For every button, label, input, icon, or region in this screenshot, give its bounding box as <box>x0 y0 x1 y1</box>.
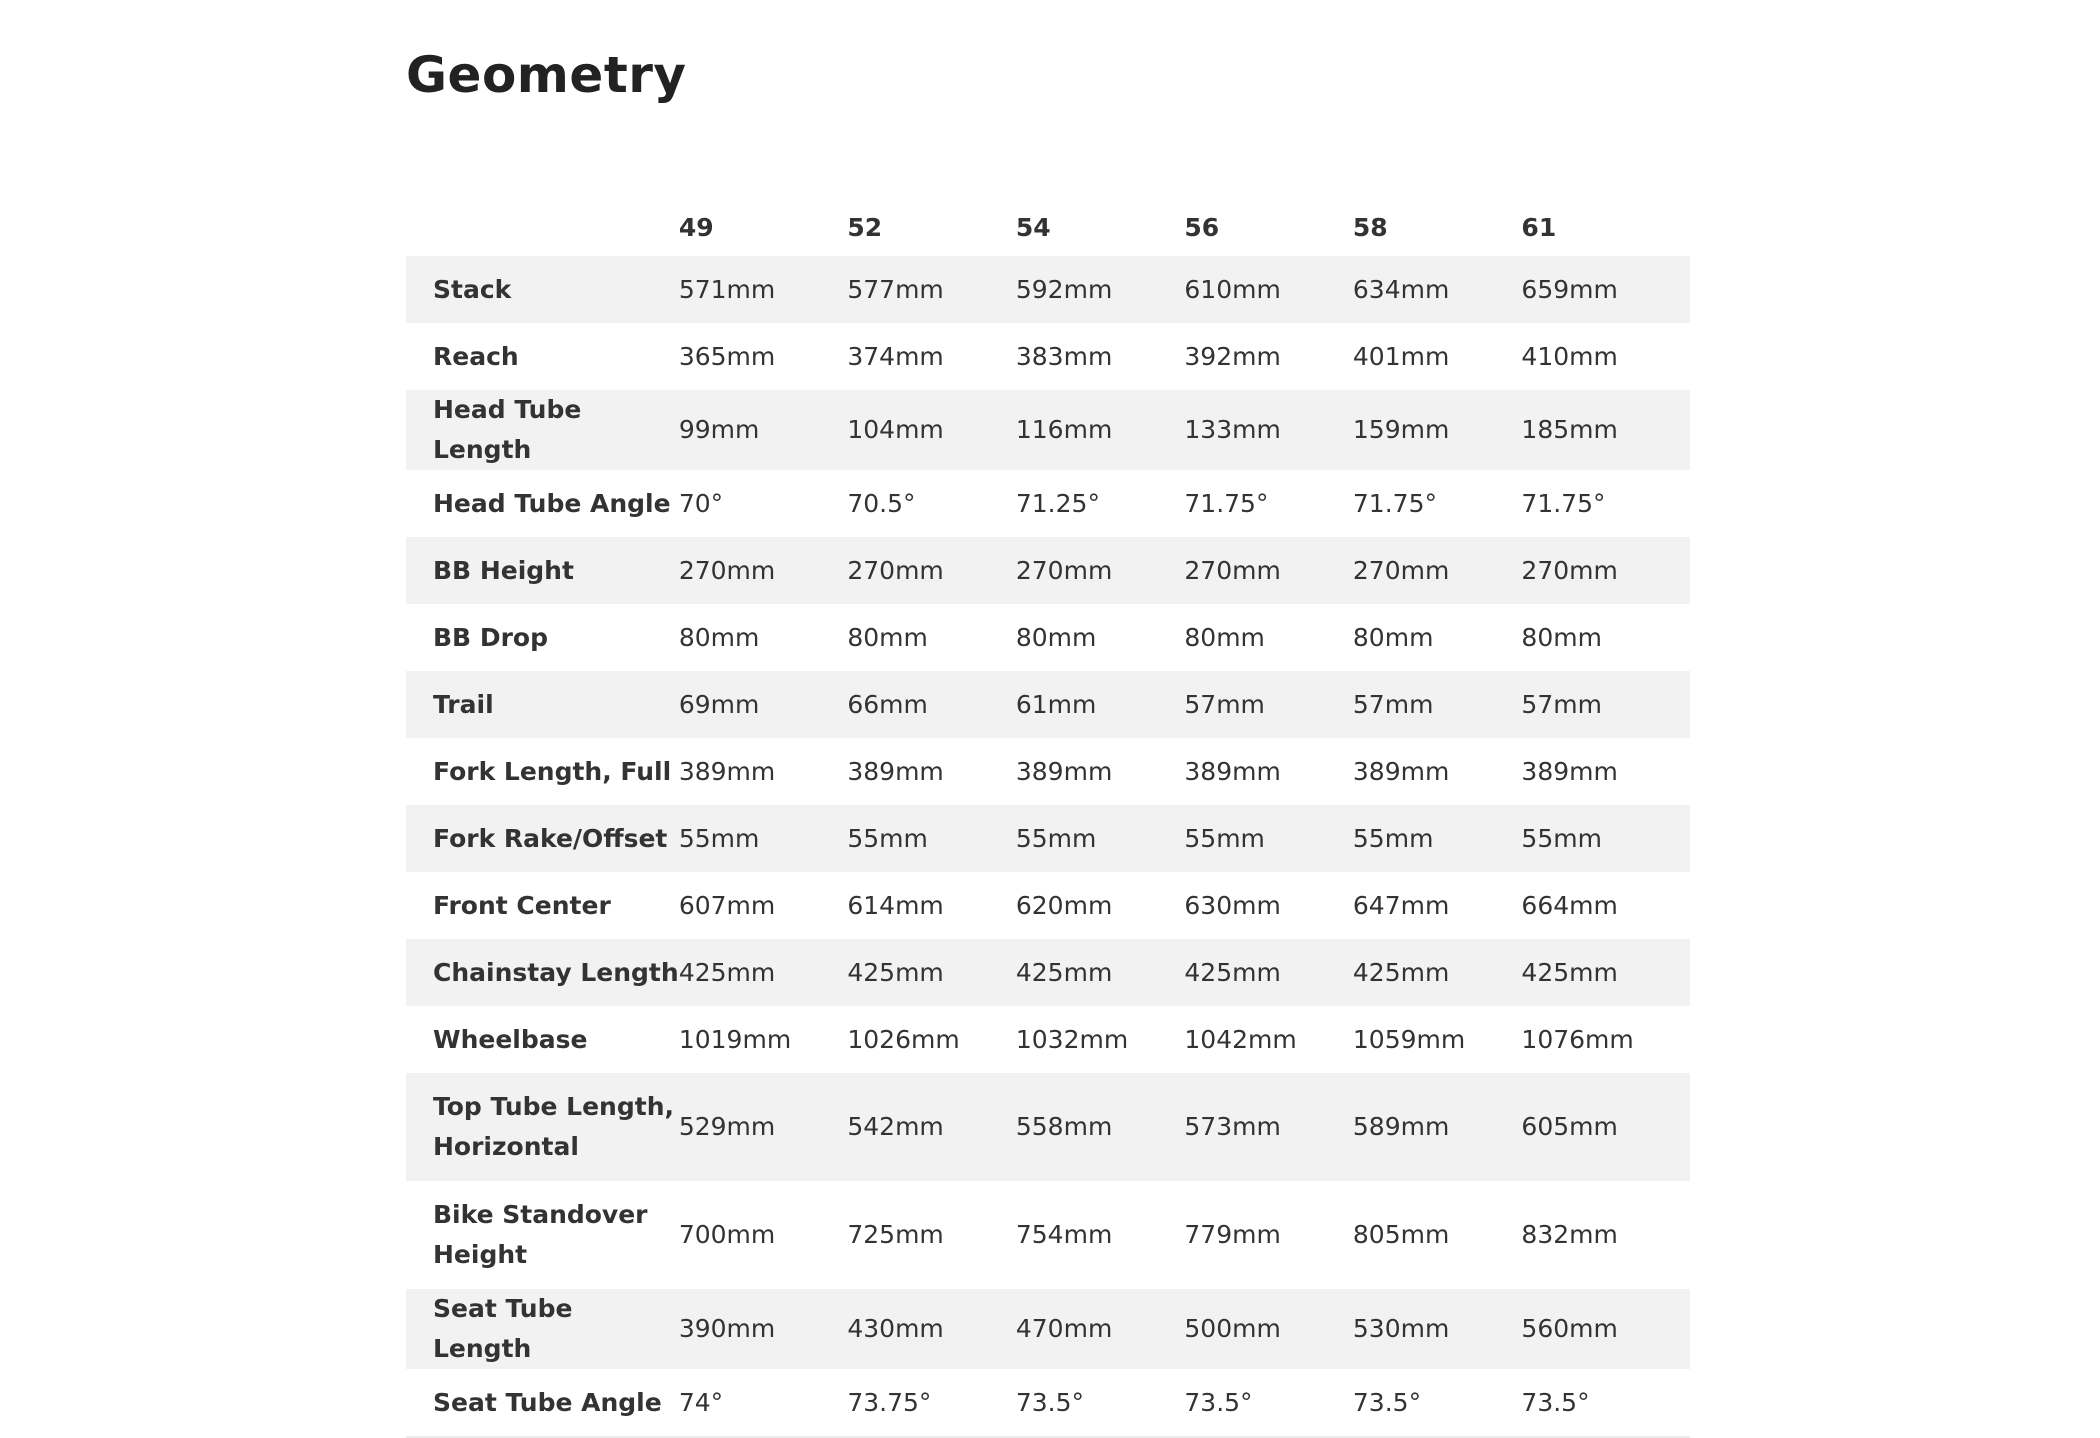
table-cell: 80mm <box>1184 622 1265 652</box>
row-label: Trail <box>406 671 679 738</box>
table-cell: 573mm <box>1184 1073 1353 1181</box>
table-cell: 159mm <box>1353 390 1522 470</box>
row-label: Seat Tube Angle <box>406 1369 679 1437</box>
table-row <box>406 256 1690 323</box>
table-cell: 55mm <box>1184 805 1353 872</box>
size-header-52: 52 <box>847 213 883 242</box>
table-cell: 73.5° <box>1016 1369 1185 1437</box>
table-cell: 529mm <box>679 1073 848 1181</box>
table-row <box>406 1006 1690 1073</box>
table-cell: 620mm <box>1015 890 1113 920</box>
row-label: BB Height <box>406 537 679 604</box>
size-header-58: 58 <box>1352 213 1388 242</box>
table-row <box>406 1289 1690 1369</box>
table-cell: 57mm <box>1521 671 1690 738</box>
table-cell: 605mm <box>1521 1073 1690 1181</box>
table-cell: 270mm <box>1353 537 1522 604</box>
table-row <box>406 805 1690 872</box>
table-cell: 832mm <box>1521 1220 1618 1249</box>
table-row <box>406 939 1690 1006</box>
table-row <box>406 1369 1690 1437</box>
table-cell: 607mm <box>678 890 776 920</box>
table-cell: 530mm <box>1353 1289 1522 1369</box>
geometry-table <box>406 182 1690 1438</box>
table-cell: 73.5° <box>1521 1369 1690 1437</box>
row-label: Top Tube Length, Horizontal <box>406 1073 679 1181</box>
table-cell: 73.5° <box>1184 1369 1353 1437</box>
table-cell: 74° <box>679 1369 848 1437</box>
table-cell: 1026mm <box>847 1024 960 1054</box>
table-cell: 73.75° <box>847 1369 1016 1437</box>
table-cell: 383mm <box>1015 341 1113 371</box>
table-cell: 389mm <box>847 756 944 786</box>
table-cell: 614mm <box>847 890 944 920</box>
row-label: Front Center <box>433 890 611 920</box>
row-label: Wheelbase <box>433 1024 588 1054</box>
row-label: Chainstay Length <box>406 939 679 1006</box>
table-cell: 610mm <box>1184 256 1353 323</box>
table-cell: 754mm <box>1015 1220 1113 1249</box>
table-cell: 57mm <box>1184 671 1353 738</box>
table-cell: 57mm <box>1353 671 1522 738</box>
header-corner <box>406 182 679 256</box>
table-cell: 270mm <box>1184 537 1353 604</box>
table-header <box>406 182 1690 256</box>
table-cell: 80mm <box>1015 622 1097 652</box>
table-cell: 270mm <box>679 537 848 604</box>
row-label: Seat Tube Length <box>406 1289 679 1369</box>
table-cell: 425mm <box>1016 939 1185 1006</box>
table-cell: 779mm <box>1184 1220 1281 1249</box>
table-row <box>406 872 1690 939</box>
geometry-section <box>406 44 1690 1438</box>
table-cell: 389mm <box>678 756 776 786</box>
table-cell: 365mm <box>678 341 776 371</box>
table-cell: 634mm <box>1353 256 1522 323</box>
table-cell: 389mm <box>1521 756 1618 786</box>
table-cell: 410mm <box>1521 341 1618 371</box>
table-cell: 55mm <box>847 805 1016 872</box>
table-cell: 577mm <box>847 256 1016 323</box>
table-cell: 558mm <box>1016 1073 1185 1181</box>
table-row <box>406 1181 1690 1289</box>
table-cell: 270mm <box>1016 537 1185 604</box>
table-cell: 390mm <box>679 1289 848 1369</box>
table-row <box>406 1073 1690 1181</box>
table-cell: 66mm <box>847 671 1016 738</box>
table-cell: 55mm <box>1521 805 1690 872</box>
table-cell: 647mm <box>1352 890 1450 920</box>
table-cell: 1059mm <box>1352 1024 1466 1054</box>
table-body <box>406 256 1690 1437</box>
table-cell: 374mm <box>847 341 944 371</box>
table-cell: 589mm <box>1353 1073 1522 1181</box>
table-cell: 470mm <box>1016 1289 1185 1369</box>
table-cell: 1042mm <box>1184 1024 1297 1054</box>
table-cell: 425mm <box>1521 939 1690 1006</box>
header-row <box>406 182 1690 256</box>
table-cell: 71.75° <box>1521 488 1606 518</box>
table-cell: 99mm <box>679 390 848 470</box>
table-cell: 430mm <box>847 1289 1016 1369</box>
row-label: Head Tube Angle <box>433 488 671 518</box>
size-header-56: 56 <box>1184 213 1220 242</box>
table-cell: 389mm <box>1184 756 1281 786</box>
table-cell: 55mm <box>1016 805 1185 872</box>
table-cell: 630mm <box>1184 890 1281 920</box>
row-label: Fork Length, Full <box>433 756 672 786</box>
table-cell: 104mm <box>847 390 1016 470</box>
table-cell: 560mm <box>1521 1289 1690 1369</box>
table-cell: 500mm <box>1184 1289 1353 1369</box>
table-row <box>406 537 1690 604</box>
table-cell: 389mm <box>1015 756 1113 786</box>
row-label: Bike Standover Height <box>433 1200 648 1269</box>
table-cell: 133mm <box>1184 390 1353 470</box>
table-cell: 80mm <box>847 622 928 652</box>
row-label: BB Drop <box>433 622 548 652</box>
table-cell: 80mm <box>1352 622 1434 652</box>
table-cell: 425mm <box>1184 939 1353 1006</box>
table-cell: 592mm <box>1016 256 1185 323</box>
table-cell: 425mm <box>679 939 848 1006</box>
table-cell: 392mm <box>1184 341 1281 371</box>
table-cell: 389mm <box>1352 756 1450 786</box>
table-cell: 270mm <box>1521 537 1690 604</box>
table-cell: 71.75° <box>1184 488 1269 518</box>
table-cell: 659mm <box>1521 256 1690 323</box>
table-cell: 725mm <box>847 1220 944 1249</box>
table-cell: 80mm <box>1521 622 1602 652</box>
table-row <box>406 390 1690 470</box>
row-label: Head Tube Length <box>406 390 679 470</box>
table-cell: 73.5° <box>1353 1369 1522 1437</box>
table-cell: 401mm <box>1352 341 1450 371</box>
table-cell: 805mm <box>1352 1220 1450 1249</box>
size-header-49: 49 <box>678 213 714 242</box>
table-row <box>406 604 1690 671</box>
table-cell: 1019mm <box>678 1024 792 1054</box>
table-cell: 1076mm <box>1521 1024 1634 1054</box>
table-row <box>406 323 1690 390</box>
table-cell: 664mm <box>1521 890 1618 920</box>
table-cell: 185mm <box>1521 390 1690 470</box>
table-cell: 425mm <box>1353 939 1522 1006</box>
table-cell: 55mm <box>1353 805 1522 872</box>
table-cell: 61mm <box>1016 671 1185 738</box>
table-cell: 116mm <box>1016 390 1185 470</box>
row-label: Fork Rake/Offset <box>406 805 679 872</box>
size-header-61: 61 <box>1521 213 1557 242</box>
table-cell: 700mm <box>678 1220 776 1249</box>
table-cell: 80mm <box>678 622 760 652</box>
table-cell: 55mm <box>679 805 848 872</box>
table-cell: 69mm <box>679 671 848 738</box>
size-header-54: 54 <box>1015 213 1051 242</box>
row-label: Reach <box>433 341 519 371</box>
table-row <box>406 671 1690 738</box>
table-cell: 542mm <box>847 1073 1016 1181</box>
table-cell: 71.25° <box>1015 488 1100 518</box>
table-cell: 270mm <box>847 537 1016 604</box>
table-cell: 1032mm <box>1015 1024 1129 1054</box>
table-cell: 571mm <box>679 256 848 323</box>
table-row <box>406 738 1690 805</box>
table-row <box>406 470 1690 537</box>
page-title: Geometry <box>406 46 687 104</box>
table-cell: 425mm <box>847 939 1016 1006</box>
table-cell: 71.75° <box>1352 488 1437 518</box>
row-label: Stack <box>406 256 679 323</box>
table-cell: 70° <box>678 488 724 518</box>
table-cell: 70.5° <box>847 488 916 518</box>
